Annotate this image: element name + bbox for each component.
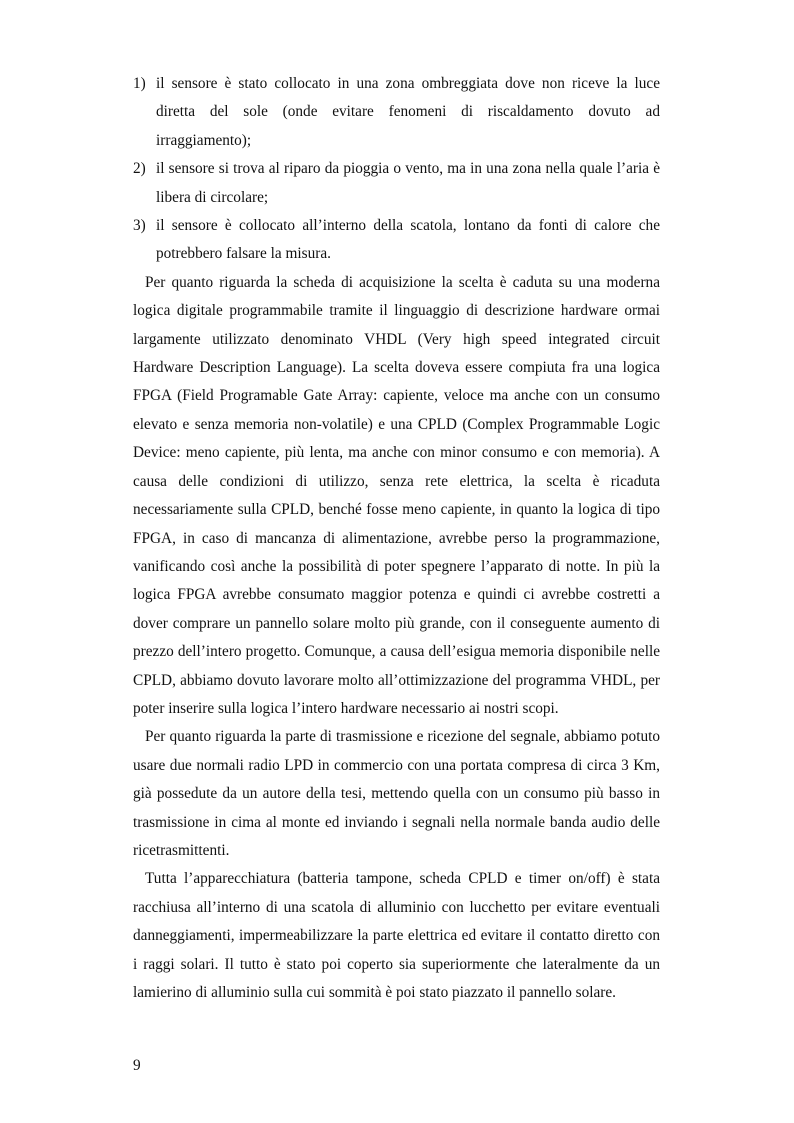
list-item: [133, 155, 660, 212]
list-item-number: 3): [133, 217, 146, 235]
paragraph-transmission: Per quanto riguarda la parte di trasmissione e ricezione del segnale, abbiamo potuto usare due normali radio LPD in commercio con una portata compresa di circa 3 Km, già possedute da un autore della tesi, mettendo quella con un consumo più basso in trasmissione in cima al monte ed inviando i segnali nella normale banda audio delle ricetrasmittenti.: [133, 728, 660, 859]
list-item-number: 1): [133, 75, 146, 92]
list-item: [133, 70, 660, 155]
list-item-text: il sensore è collocato all’interno della scatola, lontano da fonti di calore che potrebbero falsare la misura.: [156, 217, 660, 263]
page-number: 9: [133, 1057, 141, 1074]
numbered-list: [133, 70, 660, 269]
page-body: [133, 70, 660, 1007]
list-item-text: il sensore è stato collocato in una zona ombreggiata dove non riceve la luce diretta del sole (onde evitare fenomeni di riscaldamento dovuto ad irraggiamento);: [156, 75, 660, 149]
list-item-text: il sensore si trova al riparo da pioggia o vento, ma in una zona nella quale l’aria è libera di circolare;: [156, 160, 660, 206]
list-item: [133, 212, 660, 269]
list-item-number: 2): [133, 160, 146, 178]
paragraph-enclosure: Tutta l’apparecchiatura (batteria tampone, scheda CPLD e timer on/off) è stata racchiusa all’interno di una scatola di alluminio con lucchetto per evitare eventuali danneggiamenti, impermeabilizzare la parte elettrica ed evitare il contatto diretto con i raggi solari. Il tutto è stato poi coperto sia superiormente che lateralmente da un lamierino di alluminio sulla cui sommità è poi stato piazzato il pannello solare.: [133, 870, 660, 1001]
paragraph-acquisition-board: Per quanto riguarda la scheda di acquisizione la scelta è caduta su una moderna logica digitale programmabile tramite il linguaggio di descrizione hardware ormai largamente utilizzato denominato VHDL (Very high speed integrated circuit Hardware Description Language). La scelta doveva essere compiuta fra una logica FPGA (Field Programable Gate Array: capiente, veloce ma anche con un consumo elevato e senza memoria non-volatile) e una CPLD (Complex Programmable Logic Device: meno capiente, più lenta, ma anche con minor consumo e con memoria). A causa delle condizioni di utilizzo, senza rete elettrica, la scelta è ricaduta necessariamente sulla CPLD, benché fosse meno capiente, in quanto la logica di tipo FPGA, in caso di mancanza di alimentazione, avrebbe perso la programmazione, vanificando così anche la possibilità di poter spegnere l’apparato di notte. In più la logica FPGA avrebbe consumato maggior potenza e quindi ci avrebbe costretti a dover comprare un pannello solare molto più grande, con il conseguente aumento di prezzo dell’intero progetto. Comunque, a causa dell’esigua memoria disponibile nelle CPLD, abbiamo dovuto lavorare molto all’ottimizzazione del programma VHDL, per poter inserire sulla logica l’intero hardware necessario ai nostri scopi.: [133, 273, 660, 717]
